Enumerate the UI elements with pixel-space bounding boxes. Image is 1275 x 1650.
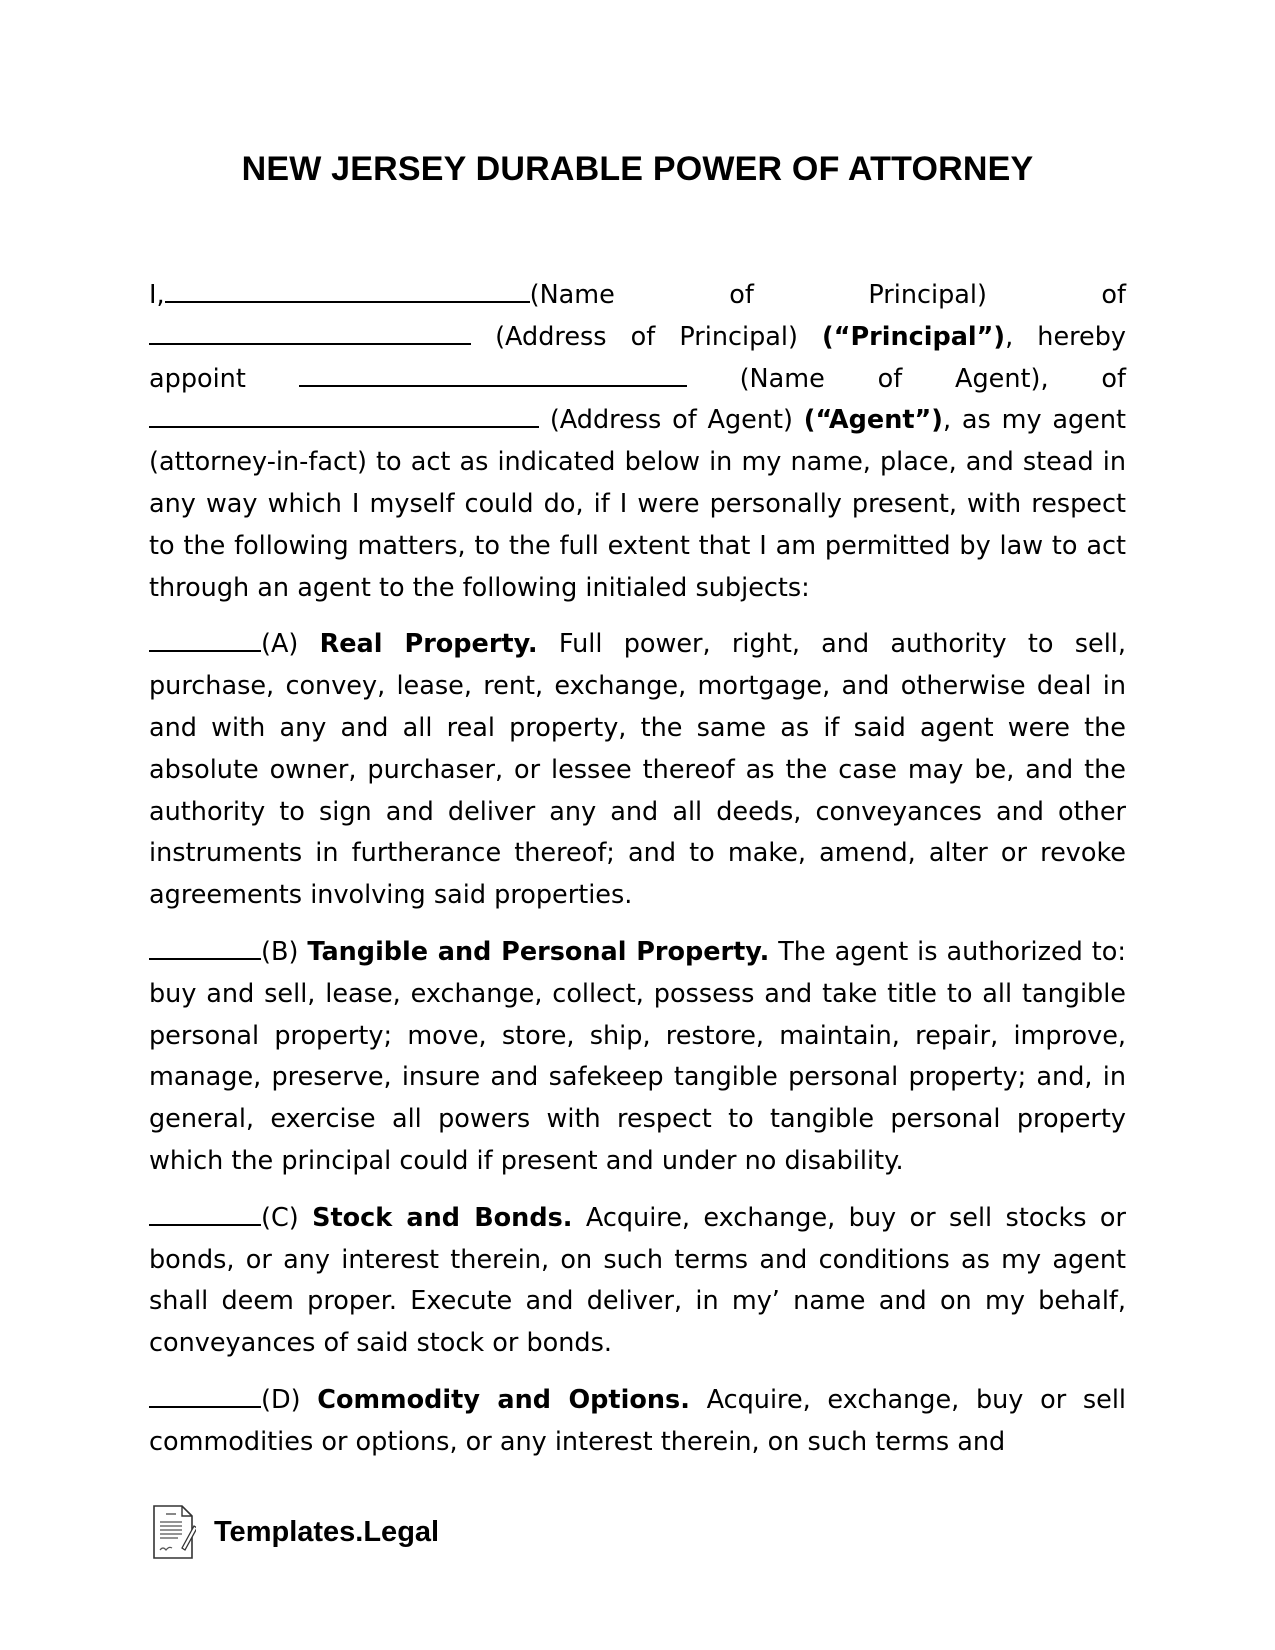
agent-address-blank[interactable] [149,406,539,428]
agent-address-label: (Address of Agent) [549,405,793,436]
document-title: NEW JERSEY DURABLE POWER OF ATTORNEY [241,150,1034,188]
initial-blank-b[interactable] [149,938,261,960]
section-heading: Tangible and Personal Property. [307,936,770,967]
principal-address-blank[interactable] [149,323,471,345]
section-d [149,1380,1126,1464]
principal-address-label: (Address of Principal) [495,321,798,352]
section-text: Acquire, exchange, buy or sell commodities or options, or any interest therein, on such terms and [149,1384,1127,1457]
principal-name-label: (Name of Principal) of [529,280,1126,310]
footer-brand [152,1502,439,1562]
section-c [149,1198,1126,1365]
initial-blank-d[interactable] [149,1386,261,1408]
section-text: Full power, right, and authority to sell, purchase, convey, lease, rent, exchange, mortgage, and otherwise deal in and with any and all real property, the same as if said agent were the absolute owner, purchaser, or lessee thereof as the case may be, and the authority to sign and deliver any and all deeds, conveyances and other instruments in furtherance thereof; and to make, amend, alter or revoke agreements involving said properties. [149,629,1126,911]
agent-term: (“Agent”) [803,405,943,436]
initial-blank-c[interactable] [149,1204,261,1226]
section-heading: Real Property. [319,629,538,660]
agent-name-blank[interactable] [299,365,687,387]
section-b [149,932,1126,1183]
section-heading: Commodity and Options. [317,1384,690,1415]
section-letter: (C) [261,1202,299,1233]
section-letter: (B) [261,936,299,967]
principal-name-blank[interactable] [165,281,530,303]
document-signature-icon [152,1504,196,1560]
intro-paragraph [149,275,1126,609]
principal-term: (“Principal”) [822,321,1006,352]
section-letter: (D) [261,1384,301,1415]
brand-name: Templates.Legal [214,1515,440,1548]
section-letter: (A) [261,629,299,660]
initial-blank-a[interactable] [149,630,261,652]
agent-name-label: (Name of Agent), of [739,363,1127,394]
section-text: Acquire, exchange, buy or sell stocks or bonds, or any interest therein, on such terms and conditions as my agent shall deem proper. Execute and deliver, in my’ name and on my behalf, conveyances of said stock or bonds. [149,1202,1126,1359]
section-heading: Stock and Bonds. [312,1202,573,1233]
intro-i: I, [149,280,165,310]
section-text: The agent is authorized to: buy and sell, lease, exchange, collect, possess and take title to all tangible personal property; move, store, ship, restore, maintain, repair, improve, manage, preserve, insure and safekeep tangible personal property; and, in general, exercise all powers with respect to tangible personal property which the principal could if present and under no disability. [149,936,1126,1176]
hereby-appoint: , hereby appoint [149,321,1127,394]
section-a [149,624,1126,917]
document-body [149,275,1126,1479]
intro-rest: , as my agent (attorney-in-fact) to act as indicated below in my name, place, and stead in any way which I myself could do, if I were personally present, with respect to the following matters, to the full extent that I am permitted by law to act through an agent to the following initialed subjects: [149,405,1127,603]
